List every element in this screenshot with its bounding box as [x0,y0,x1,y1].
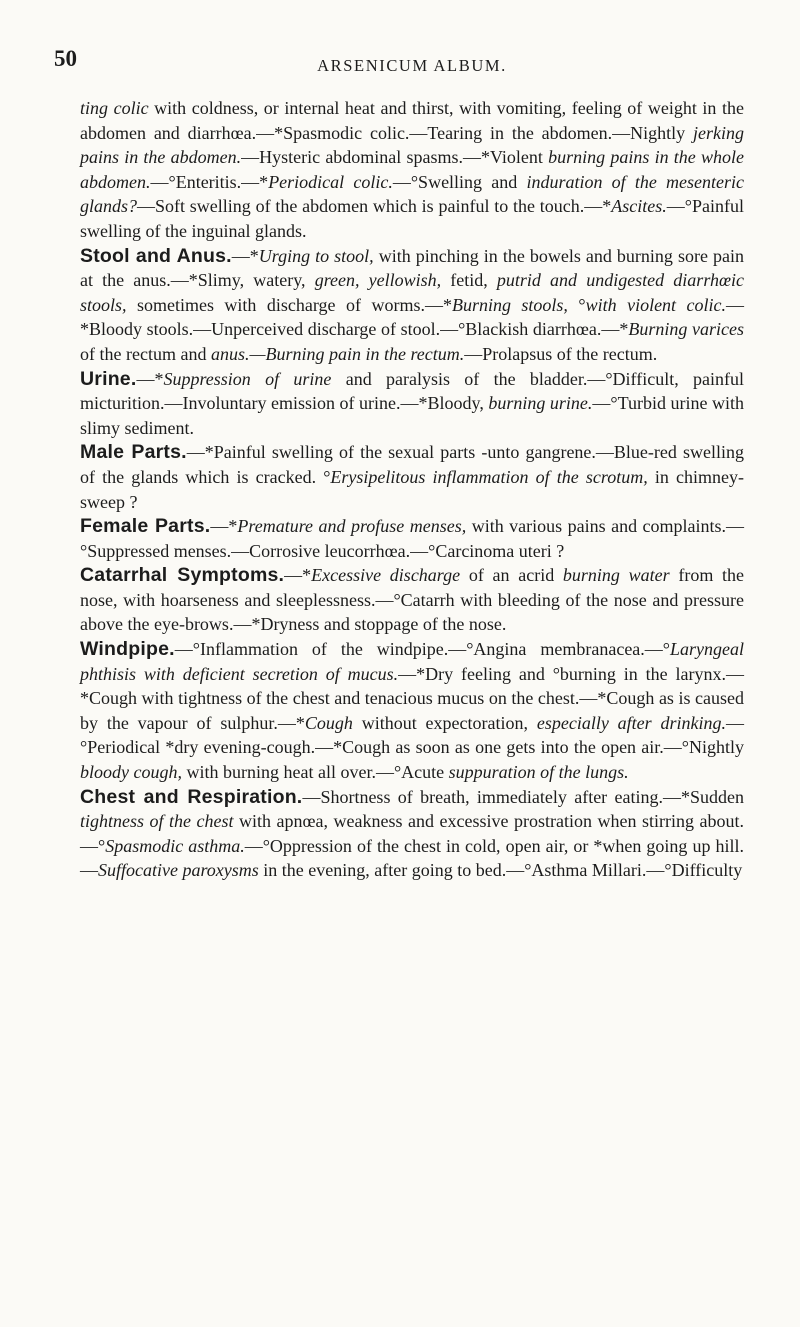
text-run: in the evening, after going to bed.—°Asthma Millari.—°Difficulty [258,860,743,881]
text-run: —Hysteric abdominal spasms.—*Violent [241,147,549,168]
italic-text: burning water [562,565,670,586]
text-run: —*Painful swelling of the sexual parts -unto gangrene.—Blue-red swelling of the glands which is cracked. ° [80,442,744,487]
text-run: —*Dry feeling and °burning in the larynx.—*Cough with tightness of the chest and tenacious mucus on the chest.—*Cough as is caused by the vapour of sulphur.—* [80,663,744,733]
body-text [80,96,744,883]
text-run: fetid, [441,270,497,291]
text-run: —°Periodical *dry evening-cough.—*Cough as soon as one gets into the open air.—°Nightly [80,712,744,758]
italic-text: Burning varices [628,319,744,340]
text-run: —°Turbid urine with slimy sediment. [80,393,744,438]
text-run: —* [210,516,238,537]
text-run: —°Painful swelling of the inguinal glands. [80,196,744,241]
section-heading: Female Parts. [80,515,211,538]
italic-text: tightness of the chest [80,811,234,832]
italic-text: Suppression of urine [163,368,332,389]
italic-text: Erysipelitous inflammation of the scrotum, [330,466,648,487]
italic-text: putrid and undigested diarrhœic stools, [80,270,744,315]
text-run: of an acrid [460,565,563,586]
italic-text: green, yellowish, [314,270,442,291]
section-heading: Catarrhal Symptoms. [80,564,285,587]
section-heading: Windpipe. [80,638,175,661]
italic-text: Spasmodic asthma. [105,835,245,856]
italic-text: Burning stools, [451,294,568,315]
section-heading: Urine. [80,367,137,390]
section-paragraph [80,440,744,514]
italic-text: bloody cough, [80,762,182,783]
italic-text: Premature and profuse menses, [237,516,467,537]
italic-text: ting colic [80,98,149,118]
italic-text: Laryngeal phthisis with deficient secretion of mucus. [80,639,744,684]
text-run: —°Inflammation of the windpipe.—°Angina membranacea.—° [174,639,670,660]
section-paragraph [80,637,744,785]
italic-text: especially after drinking. [536,712,726,733]
text-run: of the rectum and [80,343,211,364]
text-run: —°Swelling and [392,171,527,192]
text-run: in chimney-sweep ? [80,466,744,512]
running-title: ARSENICUM ALBUM. [317,56,507,75]
italic-text: induration of the mesenteric glands? [80,171,745,217]
text-run: —* [136,368,164,389]
text-run: —Soft swelling of the abdomen which is painful to the touch.—* [137,196,612,217]
text-run: and paralysis of the bladder.—°Difficult, painful micturition.—Involuntary emission of urine.—*Bloody, [80,368,744,414]
page-number: 50 [54,46,77,71]
text-run: with various pains and complaints.—°Suppressed menses.—Corrosive leucorrhœa.—°Carcinoma uteri ? [80,516,745,561]
italic-text: Suffocative paroxysms [98,860,259,881]
italic-text: Periodical colic. [268,171,393,192]
section-paragraph [80,367,744,441]
text-run: —°Enteritis.—* [150,171,269,192]
text-run: with coldness, or internal heat and thirst, with vomiting, feeling of weight in the abdomen and diarrhœa.—*Spasmodic colic.—Tearing in the abdomen.—Nightly [80,98,744,143]
text-run: with pinching in the bowels and burning sore pain at the anus.—*Slimy, watery, [80,245,744,291]
page-header [54,38,744,78]
text-run: —* [284,565,312,586]
text-run: —Shortness of breath, immediately after eating.—*Sudden [302,786,744,807]
text-run: —*Bloody stools.—Unperceived discharge of stool.—°Blackish diarrhœa.—* [80,294,744,340]
text-run: —°Oppression of the chest in cold, open air, or *when going up hill.— [80,835,744,881]
italic-text: Ascites. [611,196,667,217]
section-heading: Male Parts. [80,441,187,464]
italic-text: suppuration of the lungs. [448,762,629,783]
section-paragraph [80,563,744,637]
section-heading: Chest and Respiration. [80,785,303,808]
italic-text: Cough [304,712,353,733]
section-paragraph [80,514,744,563]
text-run: —* [231,245,259,266]
italic-text: Excessive discharge [311,565,461,586]
italic-text: jerking pains in the abdomen. [80,122,744,168]
italic-text: with violent colic. [585,294,726,315]
text-run: with burning heat all over.—°Acute [181,762,449,783]
text-run: ° [567,294,586,315]
italic-text: Urging to stool, [258,245,374,266]
italic-text: burning pains in the whole abdomen. [80,147,744,192]
italic-text: anus.—Burning pain in the rectum. [210,343,465,364]
italic-text: burning urine. [488,393,593,414]
text-run: without expectoration, [352,712,537,733]
text-run: with apnœa, weakness and excessive prostration when stirring about.—° [80,811,744,856]
section-paragraph [80,244,744,367]
text-run: from the nose, with hoarseness and sleeplessness.—°Catarrh with bleeding of the nose and pressure above the eye-brows.—*Dryness and stoppage of the nose. [80,565,745,635]
section-heading: Stool and Anus. [80,244,232,267]
section-paragraph [80,96,744,244]
text-run: —Prolapsus of the rectum. [464,343,658,364]
section-paragraph [80,785,744,883]
text-run: sometimes with discharge of worms.—* [126,294,452,315]
